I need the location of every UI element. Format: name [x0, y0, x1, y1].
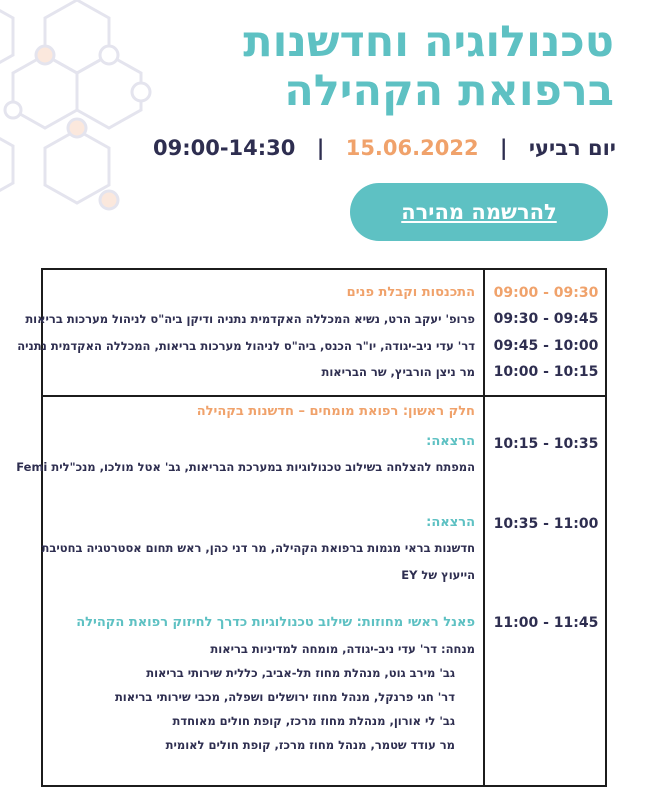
lecture-text: הייעוץ של EY [401, 568, 475, 582]
section-divider [43, 395, 605, 397]
lecture-label: הרצאה: [426, 515, 475, 530]
time-slot: 10:35 - 11:00 [493, 516, 599, 532]
event-day: יום רביעי [528, 136, 616, 160]
title-line-1: טכנולוגיה וחדשנות [243, 17, 614, 67]
time-slot: 10:15 - 10:35 [493, 436, 599, 452]
lecture-text: חדשנות בראי מגמות ברפואת הקהילה, מר דני כהן, ראש תחום אסטרטגיה בחטיבת [41, 541, 475, 555]
quick-register-button[interactable]: להרשמה מהירה [350, 183, 608, 241]
event-date: 15.06.2022 [345, 136, 479, 160]
panel-member: גב' לי אורון, מנהלת מחוז מרכז, קופת חולים מאוחדת [172, 714, 455, 728]
schedule-item: התכנסות וקבלת פנים [346, 285, 475, 300]
time-slot: 10:00 - 10:15 [493, 364, 599, 380]
time-slot: 09:45 - 10:00 [493, 338, 599, 354]
panel-member: דר' חגי פרנקל, מנהל מחוז ירושלים ושפלה, מכבי שירותי בריאות [114, 690, 455, 704]
schedule-table [16, 268, 607, 787]
time-slot: 09:30 - 09:45 [493, 311, 599, 327]
time-slot: 11:00 - 11:45 [493, 615, 599, 631]
schedule-item: דר' עדי ניב-יגודה, יו"ר הכנס, ביה"ס לניהול מערכות בריאות, המכללה האקדמית נתניה [17, 339, 475, 353]
separator: | [316, 136, 325, 160]
panel-title: פאנל ראשי מחוזות: שילוב טכנולוגיות כדרך לחיזוק רפואת הקהילה [76, 615, 475, 630]
schedule-item: פרופ' יעקב הרט, נשיא המכללה האקדמית נתניה ודיקן ביה"ס לניהול מערכות בריאות [25, 312, 475, 326]
panel-member: מר עודד שטמר, מנהל מחוז מרכז, קופת חולים לאומית [165, 738, 455, 752]
event-date-line [153, 136, 616, 160]
lecture-label: הרצאה: [426, 434, 475, 449]
page-title [94, 18, 614, 116]
separator: | [499, 136, 508, 160]
title-line-2: ברפואת הקהילה [284, 66, 614, 116]
lecture-text: המפתח להצלחה בשילוב טכנולוגיות במערכת הבריאות, גב' אטל מולכו, מנכ"לית Femi [16, 460, 475, 474]
schedule-item: מר ניצן הורביץ, שר הבריאות [321, 365, 475, 379]
time-slot: 09:00 - 09:30 [493, 285, 599, 301]
panel-moderator: מנחה: דר' עדי ניב-יגודה, מומחה למדיניות בריאות [210, 642, 475, 656]
panel-member: גב' מירב גוט, מנהלת מחוז תל-אביב, כללית שירותי בריאות [146, 666, 455, 680]
event-hours: 09:00-14:30 [153, 136, 296, 160]
section-heading: חלק ראשון: רפואת מומחים – חדשנות בקהילה [196, 404, 475, 419]
